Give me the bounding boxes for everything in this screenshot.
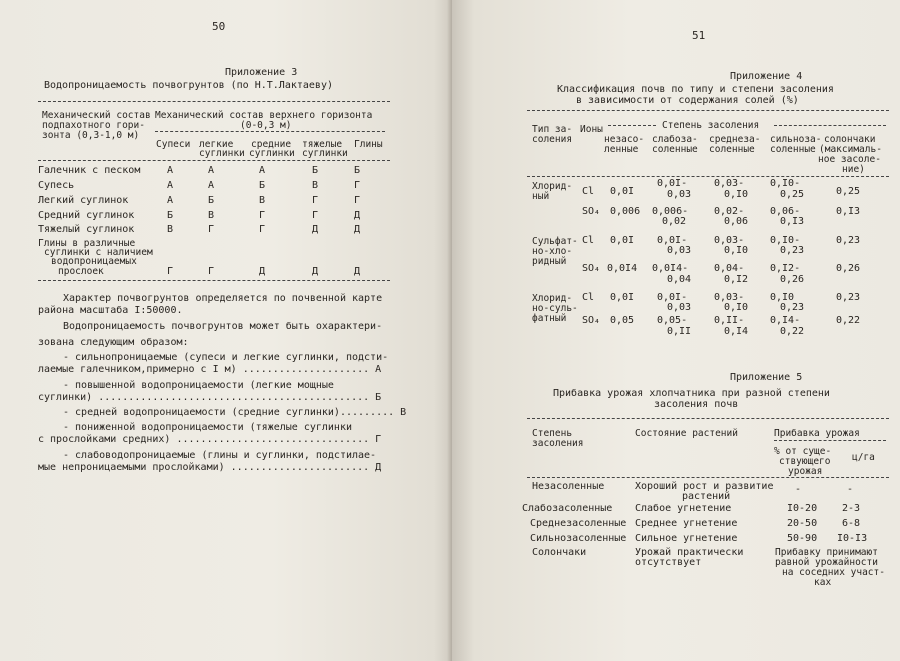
row-label: Супесь <box>38 180 75 191</box>
cell: 0,03- <box>714 235 745 246</box>
body-text: - повышенной водопроницаемости (легкие мощные <box>63 380 334 391</box>
rule <box>527 418 889 419</box>
rule <box>155 131 385 132</box>
cell: 0,23 <box>836 292 861 303</box>
cell: 0,06- <box>770 206 801 217</box>
t5-row-d: I0-I3 <box>837 533 868 544</box>
table-5-title-line2: засоления почв <box>654 399 739 410</box>
cell: В <box>167 224 174 235</box>
h-type-line2: соления <box>532 134 573 145</box>
t5-h3a-line3: урожая <box>788 466 823 477</box>
type-label: Хлорид- <box>532 293 573 304</box>
row-label: Галечник с песком <box>38 165 141 176</box>
cell: 0,I0 <box>770 292 795 303</box>
cell: Г <box>208 266 215 277</box>
t5-h3a-line2: ствующего <box>779 456 831 467</box>
t5-row-d: 2-3 <box>842 503 861 514</box>
row-label: Тяжелый суглинок <box>38 224 135 235</box>
cell: Г <box>259 210 266 221</box>
t5-row-a: Сильнозасоленные <box>530 533 627 544</box>
cell: 0,I0- <box>770 178 801 189</box>
t5-row-c: 50-90 <box>787 533 818 544</box>
cell: Г <box>167 266 174 277</box>
body-text: Характер почвогрунтов определяется по почвенной карте <box>63 293 383 304</box>
cell: 0,0I4 <box>607 263 638 274</box>
cell: 0,I2 <box>724 274 749 285</box>
body-text: мые непроницаемыми прослойками) ....................... Д <box>38 462 382 473</box>
cell: А <box>167 180 174 191</box>
sub-header-4-line1: тяжелые <box>302 139 343 150</box>
type-label: фатный <box>532 313 567 324</box>
head-group-line2: (0-0,3 м) <box>240 120 292 131</box>
ion: SO₄ <box>582 315 601 326</box>
cell: 0,03 <box>667 189 692 200</box>
cell: Д <box>259 266 266 277</box>
right-page <box>452 0 900 661</box>
cell: 0,23 <box>836 235 861 246</box>
row-label: Средний суглинок <box>38 210 135 221</box>
cell: 0,22 <box>836 315 861 326</box>
type-label: ный <box>532 191 550 202</box>
cell: 0,006 <box>610 206 641 217</box>
cell: 0,II- <box>714 315 745 326</box>
h-col5-line4: ние) <box>842 164 865 175</box>
cell: 0,03- <box>714 292 745 303</box>
cell: 0,03 <box>667 302 692 313</box>
body-text: - сильнопроницаемые (супеси и легкие суглинки, подсти- <box>63 352 389 363</box>
cell: 0,I0 <box>724 302 749 313</box>
t5-h1-line1: Степень <box>532 428 573 439</box>
head-col1-line3: зонта (0,3-1,0 м) <box>42 130 140 141</box>
type-label: ридный <box>532 256 567 267</box>
cell: 0,II <box>667 326 692 337</box>
type-label: Хлорид- <box>532 181 573 192</box>
cell: 0,0I <box>610 186 635 197</box>
cell: 0,25 <box>836 186 861 197</box>
h-group: Степень засоления <box>662 120 760 131</box>
cell: В <box>259 195 266 206</box>
body-text: района масштаба I:50000. <box>38 305 183 316</box>
cell: 0,0I <box>610 292 635 303</box>
h-col3-line2: соленные <box>709 144 755 155</box>
row-label: Легкий суглинок <box>38 195 129 206</box>
cell: 0,25 <box>780 189 805 200</box>
t5-row-d: - <box>847 484 854 495</box>
cell: 0,I0 <box>724 245 749 256</box>
cell: 0,0I- <box>657 235 688 246</box>
ion: Cl <box>582 292 595 303</box>
cell: А <box>167 165 174 176</box>
cell: Г <box>259 224 266 235</box>
h-col2-line2: соленные <box>652 144 698 155</box>
h-col3-line1: среднеза- <box>709 134 761 145</box>
t5-row-a: Среднезасоленные <box>530 518 627 529</box>
rule <box>38 280 390 281</box>
cell: 0,02- <box>714 206 745 217</box>
page-number: 51 <box>692 29 706 42</box>
h-col4-line2: соленные <box>770 144 816 155</box>
cell: А <box>208 165 215 176</box>
t5-row-a: Незасоленные <box>532 481 605 492</box>
table-4-title-line1: Классификация почв по типу и степени засоления <box>557 84 834 95</box>
appendix-5-heading: Приложение 5 <box>730 372 803 383</box>
body-text: - пониженной водопроницаемости (тяжелые суглинки <box>63 422 352 433</box>
cell: Д <box>354 266 361 277</box>
t5-row-c: - <box>795 484 802 495</box>
rule <box>38 160 390 161</box>
cell: 0,006- <box>652 206 689 217</box>
body-text: зована следующим образом: <box>38 337 189 348</box>
rule <box>608 125 656 126</box>
rule <box>774 440 886 441</box>
row-label: водопроницаемых <box>51 256 137 267</box>
t5-row-c: 20-50 <box>787 518 818 529</box>
page-number: 50 <box>212 20 226 33</box>
cell: 0,26 <box>780 274 805 285</box>
rule <box>527 176 889 177</box>
cell: Г <box>208 224 215 235</box>
t5-row-b: Среднее угнетение <box>635 518 738 529</box>
row-label: Глины в различные <box>38 238 136 249</box>
t5-row-b: Сильное угнетение <box>635 533 738 544</box>
cell: 0,23 <box>780 245 805 256</box>
ion: SO₄ <box>582 206 601 217</box>
rule <box>38 101 390 102</box>
cell: Д <box>354 210 361 221</box>
h-col1-line1: незасо- <box>604 134 645 145</box>
cell: Б <box>208 195 215 206</box>
body-text: суглинки) ............................................. Б <box>38 392 382 403</box>
h-col5-line2: (максималь- <box>819 144 882 155</box>
cell: Г <box>354 195 361 206</box>
h-col2-line1: слабоза- <box>652 134 698 145</box>
cell: Б <box>312 165 319 176</box>
cell: Д <box>354 224 361 235</box>
cell: 0,I0 <box>724 189 749 200</box>
t5-row-d: 6-8 <box>842 518 861 529</box>
t5-row-b: растений <box>682 491 731 502</box>
cell: 0,I3 <box>836 206 861 217</box>
cell: А <box>167 195 174 206</box>
cell: 0,02 <box>662 216 687 227</box>
h-col5-line3: ное засоле- <box>818 154 881 165</box>
cell: 0,0I4- <box>652 263 689 274</box>
cell: 0,04 <box>667 274 692 285</box>
cell: А <box>208 180 215 191</box>
cell: Б <box>167 210 174 221</box>
cell: 0,22 <box>780 326 805 337</box>
row-label: прослоек <box>58 266 104 277</box>
cell: 0,I0- <box>770 235 801 246</box>
cell: 0,26 <box>836 263 861 274</box>
appendix-4-heading: Приложение 4 <box>730 71 803 82</box>
table-4-title-line2: в зависимости от содержания солей (%) <box>576 95 799 106</box>
cell: 0,0I- <box>657 292 688 303</box>
t5-note: Прибавку принимают <box>775 547 878 558</box>
sub-header-4-line2: суглинки <box>302 148 348 159</box>
cell: 0,0I- <box>657 178 688 189</box>
body-text: - средней водопроницаемости (средние суглинки)......... В <box>63 407 407 418</box>
h-ions: Ионы <box>580 124 603 135</box>
t5-h3: Прибавка урожая <box>774 428 860 439</box>
type-label: Сульфат- <box>532 236 578 247</box>
t5-row-b: Слабое угнетение <box>635 503 732 514</box>
cell: 0,I4 <box>724 326 749 337</box>
type-label: но-хло- <box>532 246 573 257</box>
cell: Д <box>312 266 319 277</box>
cell: Г <box>354 180 361 191</box>
sub-header-1: Супеси <box>156 139 191 150</box>
sub-header-3-line1: средние <box>251 139 292 150</box>
cell: 0,I4- <box>770 315 801 326</box>
table-5-title-line1: Прибавка урожая хлопчатника при разной степени <box>553 388 830 399</box>
cell: 0,I3 <box>780 216 805 227</box>
body-text: Водопроницаемость почвогрунтов может быть охарактери- <box>63 321 383 332</box>
cell: Г <box>312 210 319 221</box>
t5-note: на соседних участ- <box>782 567 885 578</box>
cell: 0,03- <box>714 178 745 189</box>
cell: 0,23 <box>780 302 805 313</box>
cell: 0,05- <box>657 315 688 326</box>
t5-h3a-line1: % от суще- <box>774 446 832 457</box>
t5-note: равной урожайности <box>775 557 878 568</box>
rule <box>527 110 889 111</box>
body-text: - слабоводопроницаемые (глины и суглинки, подстилае- <box>63 450 377 461</box>
sub-header-3-line2: суглинки <box>249 148 295 159</box>
h-col5-line1: солончаки <box>824 134 876 145</box>
table-3-title: Водопроницаемость почвогрунтов (по Н.Т.Лактаеву) <box>44 80 333 91</box>
type-label: но-суль- <box>532 303 578 314</box>
cell: 0,03 <box>667 245 692 256</box>
sub-header-2-line2: суглинки <box>199 148 245 159</box>
t5-row-b: отсутствует <box>635 557 702 568</box>
t5-note: ках <box>814 577 832 588</box>
t5-row-c: I0-20 <box>787 503 818 514</box>
ion: Cl <box>582 235 595 246</box>
cell: В <box>312 180 319 191</box>
t5-h2: Состояние растений <box>635 428 738 439</box>
cell: 0,05 <box>610 315 635 326</box>
h-col1-line2: ленные <box>604 144 639 155</box>
cell: 0,04- <box>714 263 745 274</box>
t5-h1-line2: засоления <box>532 438 584 449</box>
cell: 0,06 <box>724 216 749 227</box>
ion: Cl <box>582 186 595 197</box>
sub-header-2-line1: легкие <box>199 139 234 150</box>
cell: А <box>259 165 266 176</box>
head-group-line1: Механический состав верхнего горизонта <box>155 110 373 121</box>
rule <box>527 477 889 478</box>
cell: Б <box>354 165 361 176</box>
t5-row-b: Урожай практически <box>635 547 744 558</box>
t5-row-a: Слабозасоленные <box>522 503 613 514</box>
cell: Г <box>312 195 319 206</box>
rule <box>774 125 886 126</box>
head-col1-line1: Механический состав <box>42 110 151 121</box>
cell: Б <box>259 180 266 191</box>
h-type-line1: Тип за- <box>532 124 573 135</box>
appendix-3-heading: Приложение 3 <box>225 67 298 78</box>
t5-row-a: Солончаки <box>532 547 587 558</box>
cell: Д <box>312 224 319 235</box>
row-label: суглинки с наличием <box>44 247 153 258</box>
body-text: лаемые галечником,примерно с I м) ..................... А <box>38 364 382 375</box>
h-col4-line1: сильноза- <box>770 134 822 145</box>
t5-h3b: ц/га <box>852 452 875 463</box>
t5-row-b: Хороший рост и развитие <box>635 481 774 492</box>
cell: 0,I2- <box>770 263 801 274</box>
cell: В <box>208 210 215 221</box>
sub-header-5: Глины <box>354 139 383 150</box>
ion: SO₄ <box>582 263 601 274</box>
cell: 0,0I <box>610 235 635 246</box>
body-text: с прослойками средних) ................................ Г <box>38 434 382 445</box>
head-col1-line2: подпахотного гори- <box>42 120 145 131</box>
